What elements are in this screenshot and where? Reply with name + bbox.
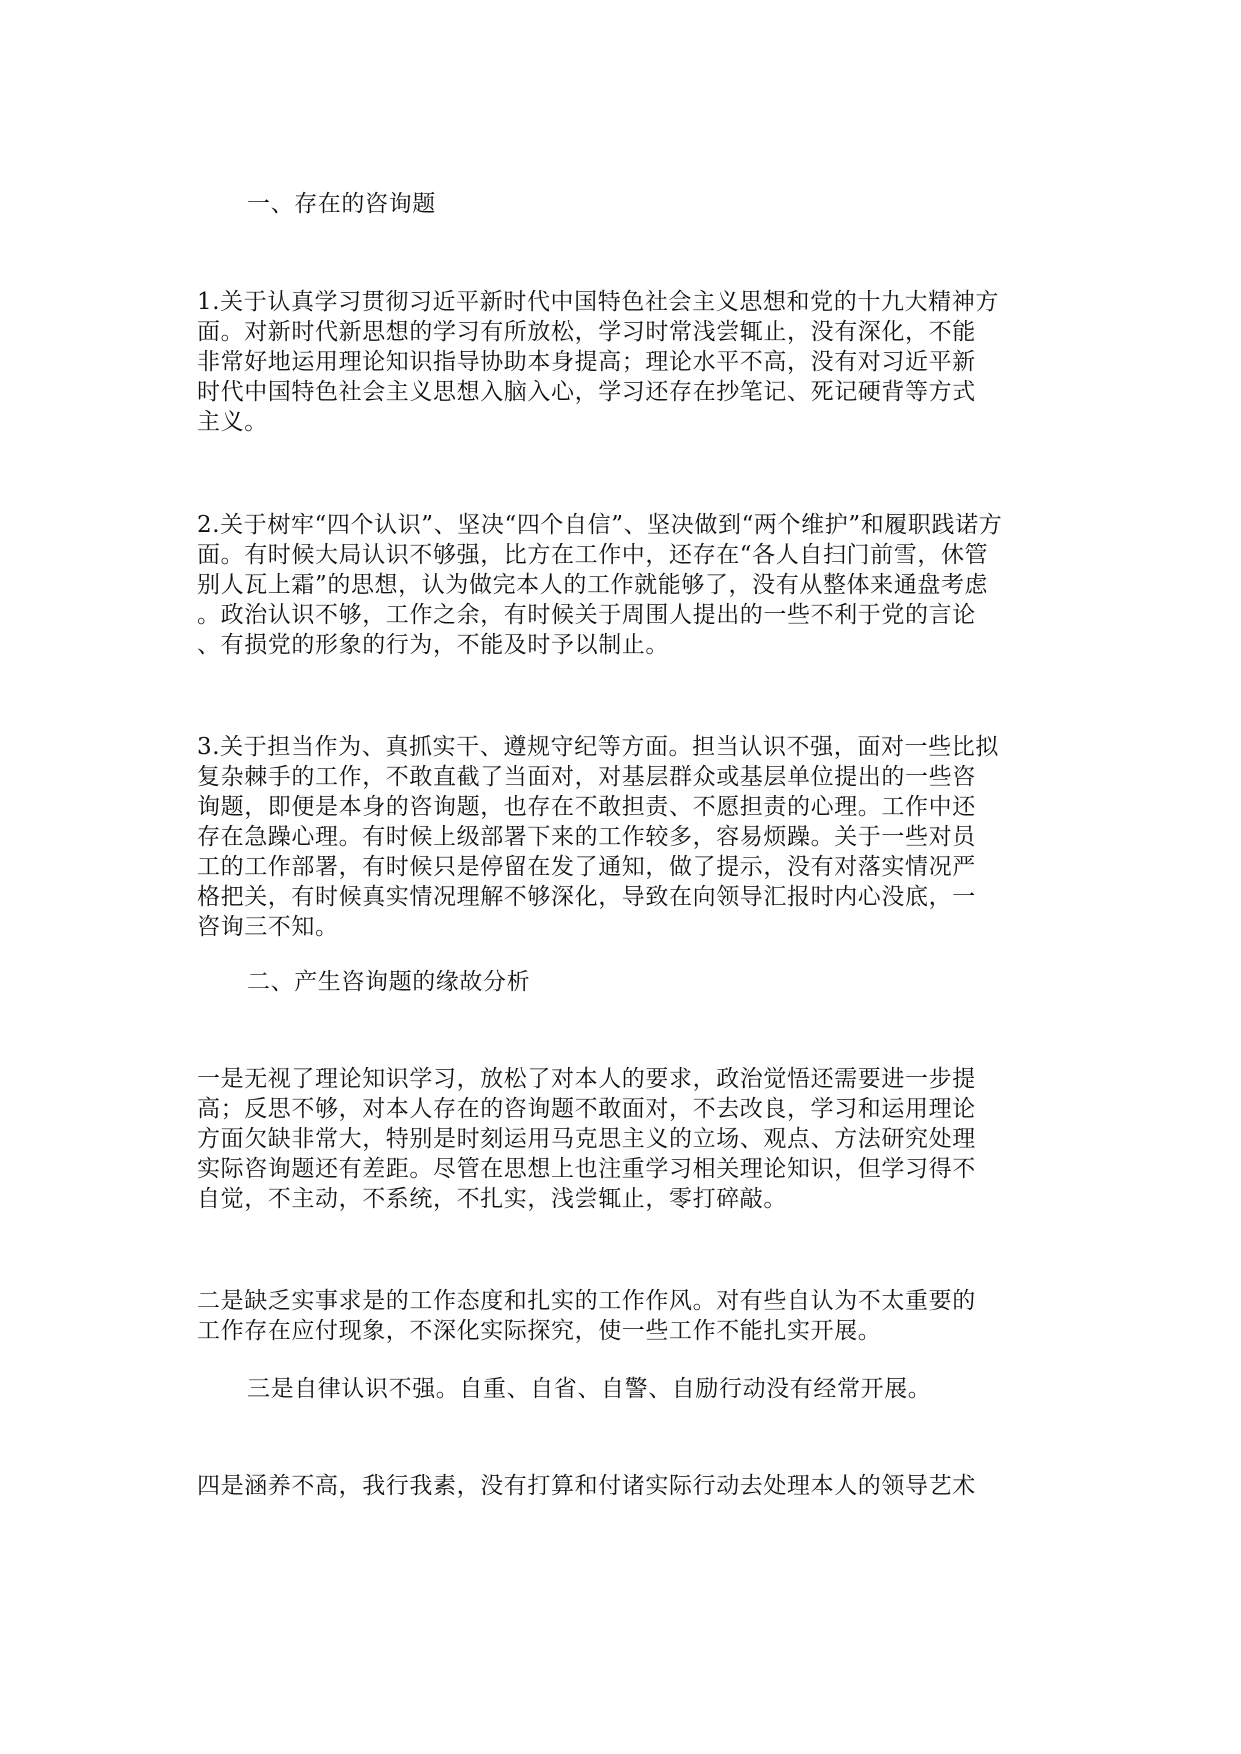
paragraph-line: 二是缺乏实事求是的工作态度和扎实的工作作风。对有些自认为不太重要的 [197,1288,976,1314]
paragraph-line: 面。有时候大局认识不够强，比方在工作中，还存在“各人自扫门前雪，休管 [197,542,989,568]
paragraph-line: 一是无视了理论知识学习，放松了对本人的要求，政治觉悟还需要进一步提 [197,1066,976,1092]
paragraph-line: 、有损党的形象的行为，不能及时予以制止。 [197,632,669,658]
paragraph-line: 工的工作部署，有时候只是停留在发了通知，做了提示，没有对落实情况严 [197,854,976,880]
paragraph-line: 高；反思不够，对本人存在的咨询题不敢面对，不去改良，学习和运用理论 [197,1096,976,1122]
paragraph-line: 实际咨询题还有差距。尽管在思想上也注重学习相关理论知识，但学习得不 [197,1156,976,1182]
paragraph-line: 。政治认识不够，工作之余，有时候关于周围人提出的一些不利于党的言论 [197,602,976,628]
paragraph-line: 复杂棘手的工作，不敢直截了当面对，对基层群众或基层单位提出的一些咨 [197,764,976,790]
paragraph-line: 工作存在应付现象，不深化实际探究，使一些工作不能扎实开展。 [197,1318,882,1344]
paragraph-line: 1.关于认真学习贯彻习近平新时代中国特色社会主义思想和党的十九大精神方 [197,289,999,315]
paragraph-line: 别人瓦上霜”的思想，认为做完本人的工作就能够了，没有从整体来通盘考虑 [197,572,989,598]
reason-4-paragraph: 四是涵养不高，我行我素，没有打算和付诸实际行动去处理本人的领导艺术 [197,1473,976,1499]
paragraph-line: 方面欠缺非常大，特别是时刻运用马克思主义的立场、观点、方法研究处理 [197,1126,976,1152]
paragraph-line: 3.关于担当作为、真抓实干、遵规守纪等方面。担当认识不强，面对一些比拟 [197,734,999,760]
paragraph-line: 面。对新时代新思想的学习有所放松，学习时常浅尝辄止，没有深化，不能 [197,319,976,345]
paragraph-line: 咨询三不知。 [197,914,339,940]
paragraph-line: 2.关于树牢“四个认识”、坚决“四个自信”、坚决做到“两个维护”和履职践诺方 [197,512,1003,538]
paragraph-line: 主义。 [197,409,268,435]
paragraph-line: 时代中国特色社会主义思想入脑入心，学习还存在抄笔记、死记硬背等方式 [197,379,976,405]
paragraph-line: 询题，即便是本身的咨询题，也存在不敢担责、不愿担责的心理。工作中还 [197,794,976,820]
paragraph-line: 非常好地运用理论知识指导协助本身提高；理论水平不高，没有对习近平新 [197,349,976,375]
paragraph-line: 自觉，不主动，不系统，不扎实，浅尝辄止，零打碎敲。 [197,1186,787,1212]
paragraph-line: 存在急躁心理。有时候上级部署下来的工作较多，容易烦躁。关于一些对员 [197,824,976,850]
section-heading-problems: 一、存在的咨询题 [247,191,436,217]
paragraph-line: 格把关，有时候真实情况理解不够深化，导致在向领导汇报时内心没底，一 [197,884,976,910]
reason-3-paragraph: 三是自律认识不强。自重、自省、自警、自励行动没有经常开展。 [247,1376,932,1402]
section-heading-causes: 二、产生咨询题的缘故分析 [247,969,531,995]
